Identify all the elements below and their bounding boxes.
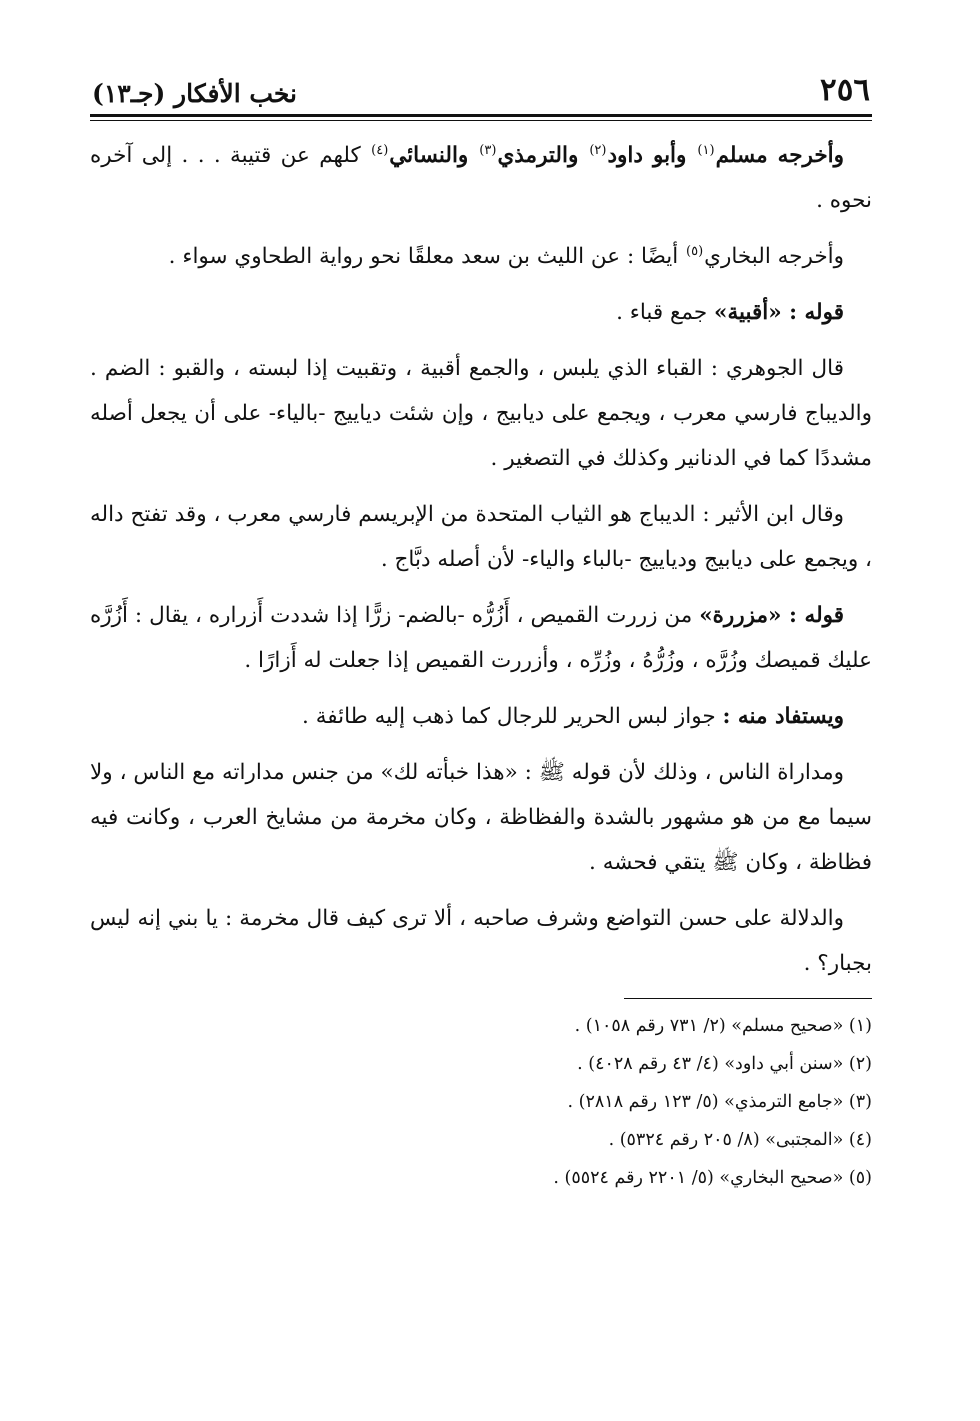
paragraph-6 (90, 593, 872, 683)
footnote-ref-1: (١) (697, 142, 715, 158)
paragraph-5: وقال ابن الأثير : الديباج هو الثياب المتحدة من الإبريسم فارسي معرب ، وقد تفتح داله ، ويجمع على ديابيج ودياييج -بالباء والياء- لأن أصله دبَّاج . (90, 502, 872, 572)
paragraph-4: قال الجوهري : القباء الذي يلبس ، والجمع أقبية ، وتقبيت إذا لبسته ، والقبو : الضم . والديباج فارسي معرب ، ويجمع على ديابيج ، وإن شئت دياييج -بالياء- على أن يجعل أصله مشددًا كما في الدنانير وكذلك في التصغير . (90, 356, 872, 471)
footnote-1: (١) «صحيح مسلم» (٢/ ٧٣١ رقم ١٠٥٨) . (574, 1016, 872, 1036)
footnote-ref-3: (٣) (479, 142, 497, 158)
footnote-2: (٢) «سنن أبي داود» (٤/ ٤٣ رقم ٤٠٢٨) . (577, 1054, 872, 1074)
p1-text-2: وأبو داود (607, 143, 697, 168)
paragraph-2 (90, 234, 872, 279)
paragraph-1 (90, 133, 872, 223)
footnotes (90, 1007, 872, 1197)
p7-lead: ويستفاد منه : (722, 704, 844, 729)
paragraph-9: والدلالة على حسن التواضع وشرف صاحبه ، ألا ترى كيف قال مخرمة : يا بني إنه ليس بجبار؟ . (90, 906, 872, 976)
footnote-ref-4: (٤) (371, 142, 389, 158)
p1-text-1: وأخرجه مسلم (715, 143, 845, 168)
p2-text-2: أيضًا : عن الليث بن سعد معلقًا نحو رواية الطحاوي سواء . (168, 244, 686, 269)
footnote-5: (٥) «صحيح البخاري» (٥/ ٢٢٠١ رقم ٥٥٢٤) . (553, 1168, 872, 1188)
p1-text-5: كلهم عن قتيبة . . . إلى آخره نحوه . (90, 143, 872, 213)
paragraph-7 (90, 694, 872, 739)
book-title: نخب الأفكار (جـ١٣) (92, 79, 298, 108)
p6-rest: من زررت القميص ، أَزُرُّه -بالضم- زرًّا إذا شددت أَزراره ، يقال : أَزُرَّه عليك قميصك وزُرَّه ، وزُرُّهُ ، وزُرِّه ، وأزررت القميص إذا جعلت له أَزارًا . (90, 603, 872, 673)
header-rule-thick (90, 114, 872, 117)
page-number: ٢٥٦ (820, 72, 870, 108)
running-head (90, 62, 872, 112)
header-rule-thin (90, 120, 872, 121)
footnote-separator (624, 998, 872, 999)
p3-rest: جمع قباء . (616, 300, 714, 325)
footnote-3: (٣) «جامع الترمذي» (٥/ ١٢٣ رقم ٢٨١٨) . (567, 1092, 872, 1112)
footnote-ref-2: (٢) (589, 142, 607, 158)
paragraph-3 (90, 290, 872, 335)
footnote-4: (٤) «المجتبى» (٨/ ٢٠٥ رقم ٥٣٢٤) . (608, 1130, 872, 1150)
book-page (90, 62, 872, 1392)
main-text (90, 133, 872, 986)
p7-rest: جواز لبس الحرير للرجال كما ذهب إليه طائفة . (302, 704, 723, 729)
footnote-ref-5: (٥) (686, 243, 704, 259)
p2-text-1: وأخرجه البخاري (704, 244, 844, 269)
paragraph-8: ومداراة الناس ، وذلك لأن قوله ﷺ : «هذا خبأته لك» من جنس مداراته مع الناس ، ولا سيما مع من هو مشهور بالشدة والفظاظة ، وكان مخرمة من مشايخ العرب ، وكانت فيه فظاظة ، وكان ﷺ يتقي فحشه . (90, 760, 872, 875)
p1-text-3: والترمذي (497, 143, 589, 168)
p6-lead: قوله : «مزررة» (699, 603, 844, 628)
p1-text-4: والنسائي (389, 143, 479, 168)
p3-lead: قوله : «أقبية» (714, 300, 844, 325)
